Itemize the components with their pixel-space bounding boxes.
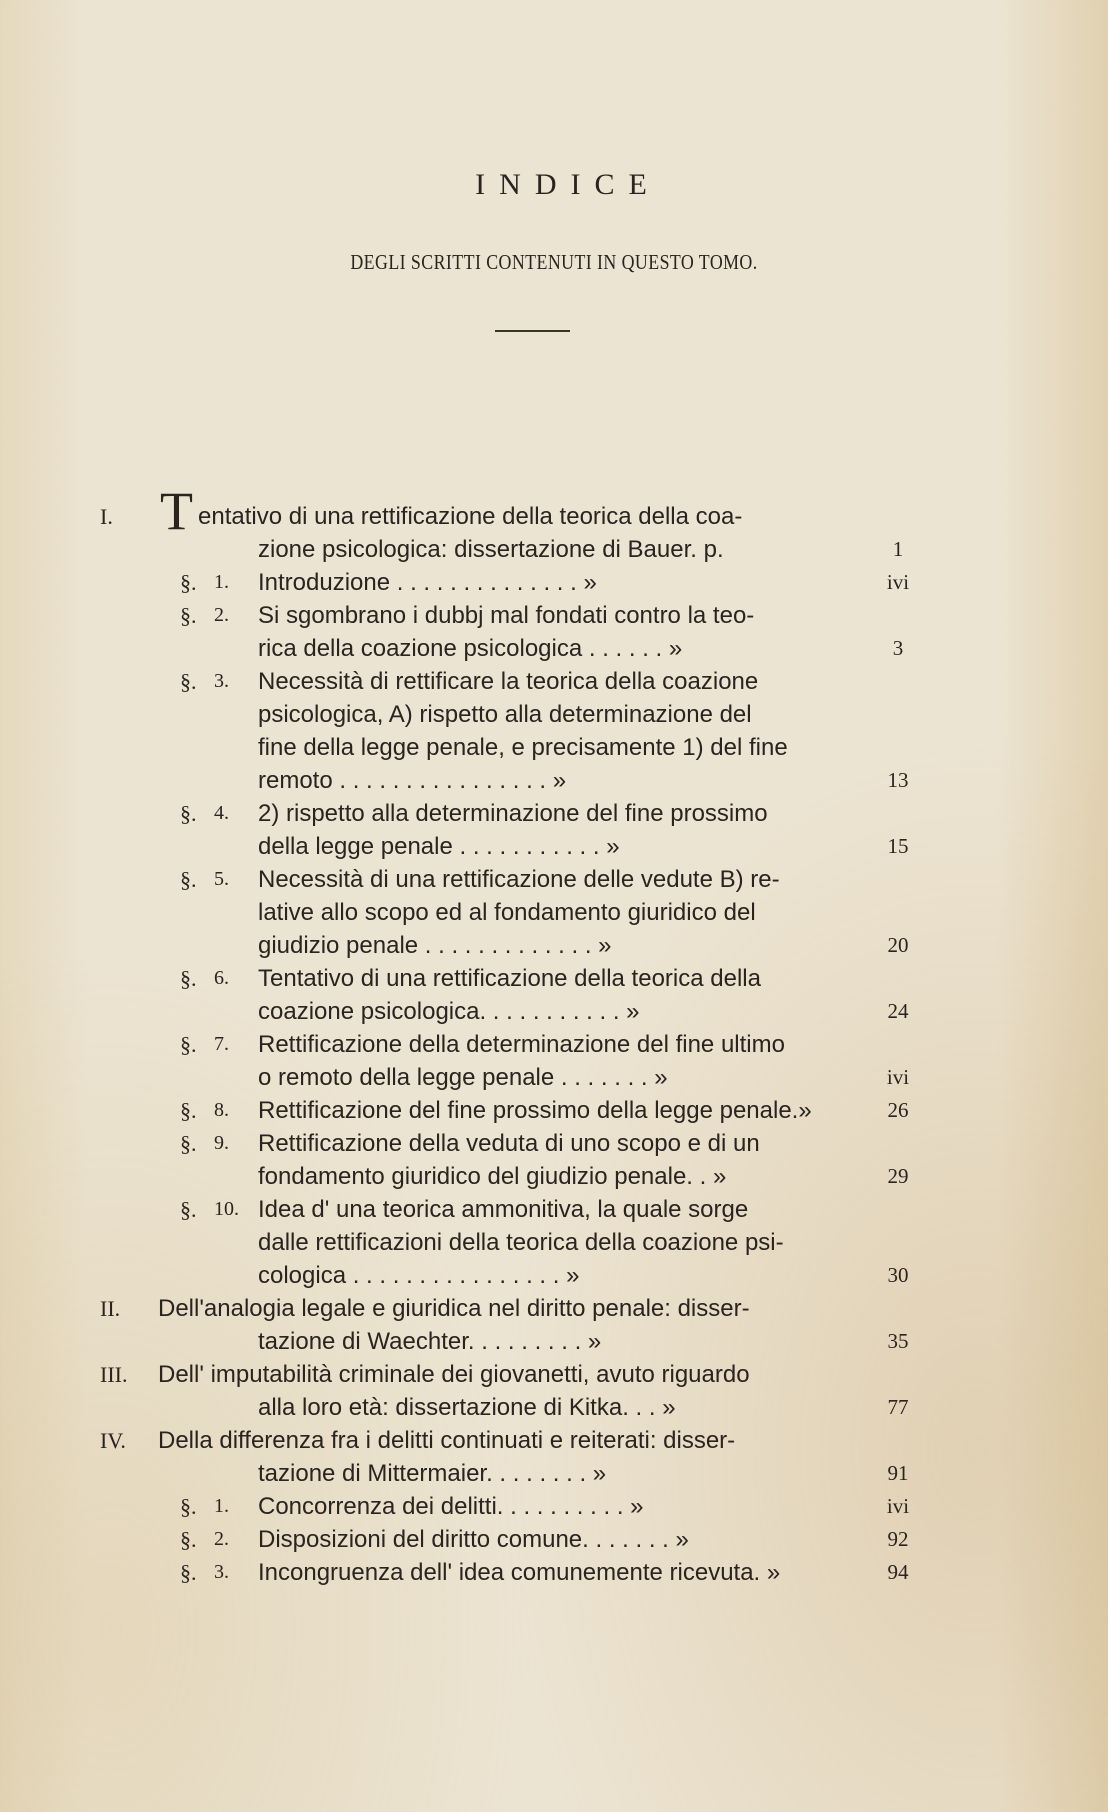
page-number: ivi [886, 1494, 910, 1518]
entry-text: cologica . . . . . . . . . . . . . . . . » [258, 1262, 580, 1289]
page-number: ivi [886, 1065, 910, 1089]
section-sign: §. [180, 867, 197, 892]
toc-entry [0, 481, 1108, 566]
divider-rule [495, 330, 570, 332]
entry-text: Disposizioni del diritto comune. . . . . . . » [258, 1526, 689, 1553]
section-sign: §. [180, 1098, 197, 1123]
section-sign: §. [180, 966, 197, 991]
entry-text: Tentativo di una rettificazione della teorica della [258, 965, 761, 992]
toc-line [0, 1490, 1108, 1523]
toc-line [0, 632, 1108, 665]
section-number: 3. [214, 1561, 229, 1583]
toc-line [0, 1061, 1108, 1094]
toc-line [0, 599, 1108, 632]
toc-line [0, 481, 1108, 541]
toc-line [0, 764, 1108, 797]
entry-text: dalle rettificazioni della teorica della coazione psi- [258, 1229, 784, 1256]
entry-text: giudizio penale . . . . . . . . . . . . . » [258, 932, 612, 959]
toc-line [0, 1292, 1108, 1325]
toc-line [0, 1556, 1108, 1589]
page-subtitle: DEGLI SCRITTI CONTENUTI IN QUESTO TOMO. [350, 250, 758, 274]
toc-entry [0, 566, 1108, 599]
section-number: 10. [214, 1198, 239, 1220]
entry-text: Incongruenza dell' idea comunemente ricevuta. » [258, 1559, 781, 1586]
toc-entry [0, 665, 1108, 797]
toc-entry [0, 1490, 1108, 1523]
toc-line [0, 929, 1108, 962]
roman-numeral: II. [100, 1296, 121, 1321]
entry-text: della legge penale . . . . . . . . . . . » [258, 833, 620, 860]
entry-text: entativo di una rettificazione della teorica della coa- [198, 503, 743, 530]
entry-text: lative allo scopo ed al fondamento giuridico del [258, 899, 756, 926]
toc-line [0, 533, 1108, 566]
entry-text: fine della legge penale, e precisamente 1) del fine [258, 734, 788, 761]
toc-line [0, 995, 1108, 1028]
toc-line [0, 566, 1108, 599]
entry-text: zione psicologica: dissertazione di Bauer. p. [258, 536, 724, 563]
toc-entry [0, 1094, 1108, 1127]
section-number: 1. [214, 1495, 229, 1517]
toc-line [0, 1226, 1108, 1259]
entry-text: o remoto della legge penale . . . . . . . » [258, 1064, 668, 1091]
section-sign: §. [180, 1032, 197, 1057]
toc-line [0, 1325, 1108, 1358]
entry-text: Rettificazione della veduta di uno scopo e di un [258, 1130, 760, 1157]
entry-text: Della differenza fra i delitti continuati e reiterati: disser- [158, 1427, 736, 1454]
page-number: 26 [887, 1098, 909, 1122]
section-number: 5. [214, 868, 229, 890]
toc-entry [0, 1292, 1108, 1358]
entry-text: coazione psicologica. . . . . . . . . . . » [258, 998, 640, 1025]
section-sign: §. [180, 1527, 197, 1552]
toc-entry [0, 863, 1108, 962]
toc-line [0, 1127, 1108, 1160]
entry-text: Rettificazione della determinazione del fine ultimo [258, 1031, 785, 1058]
entry-text: Rettificazione del fine prossimo della legge penale.» [258, 1097, 812, 1124]
toc-line [0, 1358, 1108, 1391]
page-title: INDICE [475, 168, 661, 201]
toc-line [0, 1424, 1108, 1457]
section-sign: §. [180, 801, 197, 826]
page-number: 94 [887, 1560, 909, 1584]
entry-text: tazione di Waechter. . . . . . . . . » [258, 1328, 602, 1355]
section-sign: §. [180, 570, 197, 595]
page-number: 91 [887, 1461, 909, 1485]
section-number: 8. [214, 1099, 229, 1121]
toc-line [0, 830, 1108, 863]
toc-line [0, 1391, 1108, 1424]
toc-entry [0, 1028, 1108, 1094]
entry-text: Dell'analogia legale e giuridica nel diritto penale: disser- [158, 1295, 750, 1322]
entry-text: alla loro età: dissertazione di Kitka. . . » [258, 1394, 676, 1421]
page-number: ivi [886, 570, 910, 594]
entry-text: fondamento giuridico del giudizio penale. . » [258, 1163, 727, 1190]
entry-text: tazione di Mittermaier. . . . . . . . » [258, 1460, 607, 1487]
toc-line [0, 962, 1108, 995]
page-number: 15 [887, 834, 909, 858]
entry-text: Concorrenza dei delitti. . . . . . . . . . » [258, 1493, 644, 1520]
section-sign: §. [180, 1494, 197, 1519]
roman-numeral: IV. [100, 1428, 126, 1453]
toc-line [0, 1094, 1108, 1127]
entry-text: remoto . . . . . . . . . . . . . . . . » [258, 767, 567, 794]
section-sign: §. [180, 603, 197, 628]
page-number: 29 [887, 1164, 909, 1188]
toc-line [0, 863, 1108, 896]
section-number: 2. [214, 604, 229, 626]
toc-entry [0, 1556, 1108, 1589]
toc-line [0, 1457, 1108, 1490]
toc-line [0, 698, 1108, 731]
drop-cap: T [160, 481, 193, 541]
entry-text: Dell' imputabilità criminale dei giovanetti, avuto riguardo [158, 1361, 750, 1388]
toc-line [0, 797, 1108, 830]
entry-text: Necessità di rettificare la teorica della coazione [258, 668, 759, 695]
table-of-contents [0, 481, 1108, 1589]
toc-entry [0, 1523, 1108, 1556]
section-number: 9. [214, 1132, 229, 1154]
toc-entry [0, 797, 1108, 863]
toc-line [0, 1193, 1108, 1226]
toc-line [0, 731, 1108, 764]
page-number: 1 [892, 537, 904, 561]
page-number: 30 [887, 1263, 909, 1287]
section-number: 7. [214, 1033, 229, 1055]
entry-text: 2) rispetto alla determinazione del fine prossimo [258, 800, 768, 827]
section-number: 4. [214, 802, 229, 824]
toc-entry [0, 1424, 1108, 1490]
page-number: 77 [887, 1395, 909, 1419]
entry-text: Introduzione . . . . . . . . . . . . . . » [258, 569, 597, 596]
page-number: 24 [887, 999, 909, 1023]
toc-line [0, 1523, 1108, 1556]
section-number: 1. [214, 571, 229, 593]
toc-entry [0, 1193, 1108, 1292]
toc-line [0, 665, 1108, 698]
toc-line [0, 1028, 1108, 1061]
roman-numeral: III. [100, 1362, 128, 1387]
section-number: 3. [214, 670, 229, 692]
entry-text: rica della coazione psicologica . . . . . . » [258, 635, 683, 662]
section-sign: §. [180, 669, 197, 694]
page-number: 35 [887, 1329, 909, 1353]
entry-text: Necessità di una rettificazione delle vedute B) re- [258, 866, 780, 893]
section-number: 6. [214, 967, 229, 989]
toc-entry [0, 962, 1108, 1028]
page-number: 92 [887, 1527, 909, 1551]
entry-text: Si sgombrano i dubbj mal fondati contro la teo- [258, 602, 755, 629]
toc-entry [0, 1127, 1108, 1193]
toc-entry [0, 599, 1108, 665]
entry-text: Idea d' una teorica ammonitiva, la quale sorge [258, 1196, 749, 1223]
toc-line [0, 1259, 1108, 1292]
toc-entry [0, 1358, 1108, 1424]
section-number: 2. [214, 1528, 229, 1550]
page-number: 13 [887, 768, 909, 792]
page-number: 3 [892, 636, 904, 660]
section-sign: §. [180, 1131, 197, 1156]
entry-text: psicologica, A) rispetto alla determinazione del [258, 701, 752, 728]
page-number: 20 [887, 933, 909, 957]
toc-line [0, 1160, 1108, 1193]
toc-line [0, 896, 1108, 929]
section-sign: §. [180, 1197, 197, 1222]
roman-numeral: I. [100, 504, 113, 529]
section-sign: §. [180, 1560, 197, 1585]
